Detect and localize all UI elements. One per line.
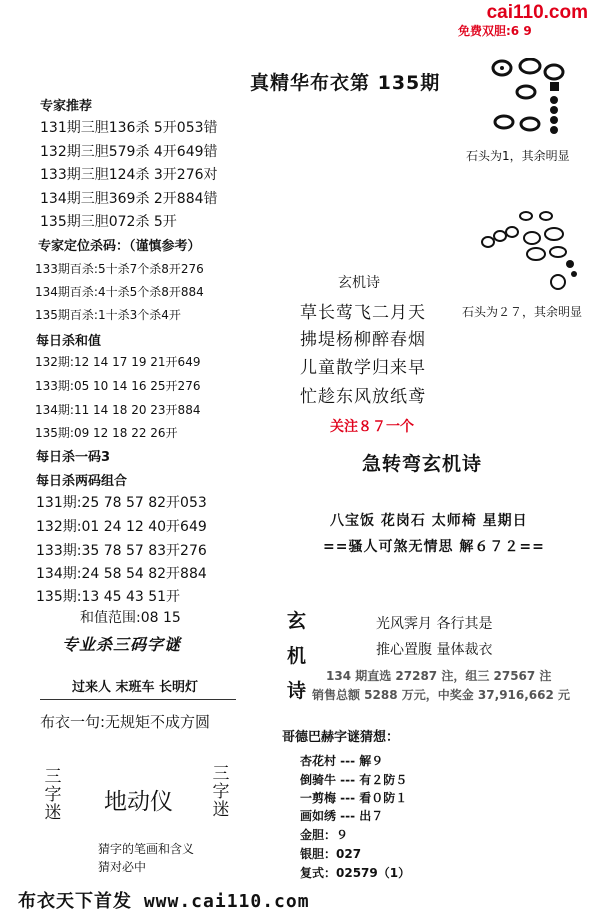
poem-line: 草长莺飞二月天 [300,303,426,323]
footer-site: 布衣天下首发 www.cai110.com [18,891,310,912]
figure-caption: 石头为２７，其余明显 [462,305,583,319]
position-line: 134期百杀:4十杀5个杀8开884 [35,285,204,299]
page-title: 真精华布衣第 135期 [250,72,441,94]
riddle-title: 专业杀三码字谜 [62,635,182,654]
expert-line: 133期三胆124杀 3开276对 [40,167,218,183]
expert-line: 132期三胆579杀 4开649错 [40,144,218,160]
free-double-badge: 免费双胆:6 9 [458,24,532,38]
kill-one-code: 每日杀一码3 [36,450,111,465]
sum-range: 和值范围:08 15 [80,610,181,626]
silver-dan: 银胆：027 [300,847,362,861]
goedel-line: 画如绣 --- 出７ [300,809,384,823]
sales-line: 134 期直选 27287 注，组三 27567 注 [326,669,552,683]
figure-caption: 石头为1，其余明显 [466,149,570,163]
two-code-line: 135期:13 45 43 51开 [36,589,181,605]
focus-note: 关注８７一个 [330,419,414,435]
position-line: 133期百杀:5十杀7个杀8开276 [35,262,204,276]
two-code-line: 134期:24 58 54 82开884 [36,566,207,582]
poem-line: 忙趁东风放纸鸢 [300,387,426,407]
two-code-heading: 每日杀两码组合 [36,474,128,489]
expert-line: 131期三胆136杀 5开053错 [40,120,218,136]
goedel-title: 哥德巴赫字谜猜想： [282,730,400,745]
goedel-line: 倒骑牛 --- 有２防５ [300,773,408,787]
stones-figure-1 [478,58,584,140]
poem-line: 儿童散学归来早 [300,358,426,378]
riddle-hint: 猜对必中 [98,860,147,874]
expert-heading: 专家推荐 [40,99,93,114]
divider [40,699,236,700]
stones-figure-2 [474,208,586,300]
xuan-char: 机 [287,645,307,667]
sum-line: 132期:12 14 17 19 21开649 [35,355,201,369]
multiple-combo: 复式：02579（1） [300,866,411,880]
position-line: 135期百杀:1十杀3个杀4开 [35,308,181,322]
sum-line: 134期:11 14 18 20 23开884 [35,403,201,417]
two-code-line: 133期:35 78 57 83开276 [36,543,207,559]
turn-items: 八宝饭 花岗石 太师椅 星期日 [330,513,528,529]
xuan-line: 光风霁月 各行其是 [376,616,493,632]
two-code-line: 132期:01 24 12 40开649 [36,519,207,535]
turn-hint: ==骚人可煞无情思 解６７２== [323,539,545,555]
xuan-line: 推心置腹 量体裁衣 [376,642,493,658]
three-word-riddle-right: 三字迷 [212,764,230,820]
xuan-char: 玄 [287,610,307,632]
turn-title: 急转弯玄机诗 [362,453,483,475]
sum-line: 135期:09 12 18 22 26开 [35,426,178,440]
position-heading: 专家定位杀码：（谨慎参考） [38,239,201,254]
poem-line: 拂堤杨柳醉春烟 [300,330,426,350]
sales-line: 销售总额 5288 万元，中奖金 37,916,662 元 [312,688,571,702]
sum-heading: 每日杀和值 [36,334,102,349]
saying: 布衣一句:无规矩不成方圆 [40,713,211,731]
poem-title: 玄机诗 [338,275,380,291]
expert-line: 134期三胆369杀 2开884错 [40,191,218,207]
goedel-line: 杏花村 --- 解９ [300,754,384,768]
three-word-riddle-left: 三字迷 [44,767,62,823]
site-logo-text: cai110.com [486,2,588,23]
riddle-words: 过来人 末班车 长明灯 [72,680,199,695]
riddle-hint: 猜字的笔画和含义 [98,842,195,856]
two-code-line: 131期:25 78 57 82开053 [36,495,207,511]
expert-line: 135期三胆072杀 5开 [40,214,177,230]
sum-line: 133期:05 10 14 16 25开276 [35,379,201,393]
xuan-char: 诗 [287,680,307,702]
riddle-answer: 地动仪 [104,789,173,815]
goedel-line: 一剪梅 --- 看０防１ [300,791,408,805]
gold-dan: 金胆：９ [300,828,349,842]
